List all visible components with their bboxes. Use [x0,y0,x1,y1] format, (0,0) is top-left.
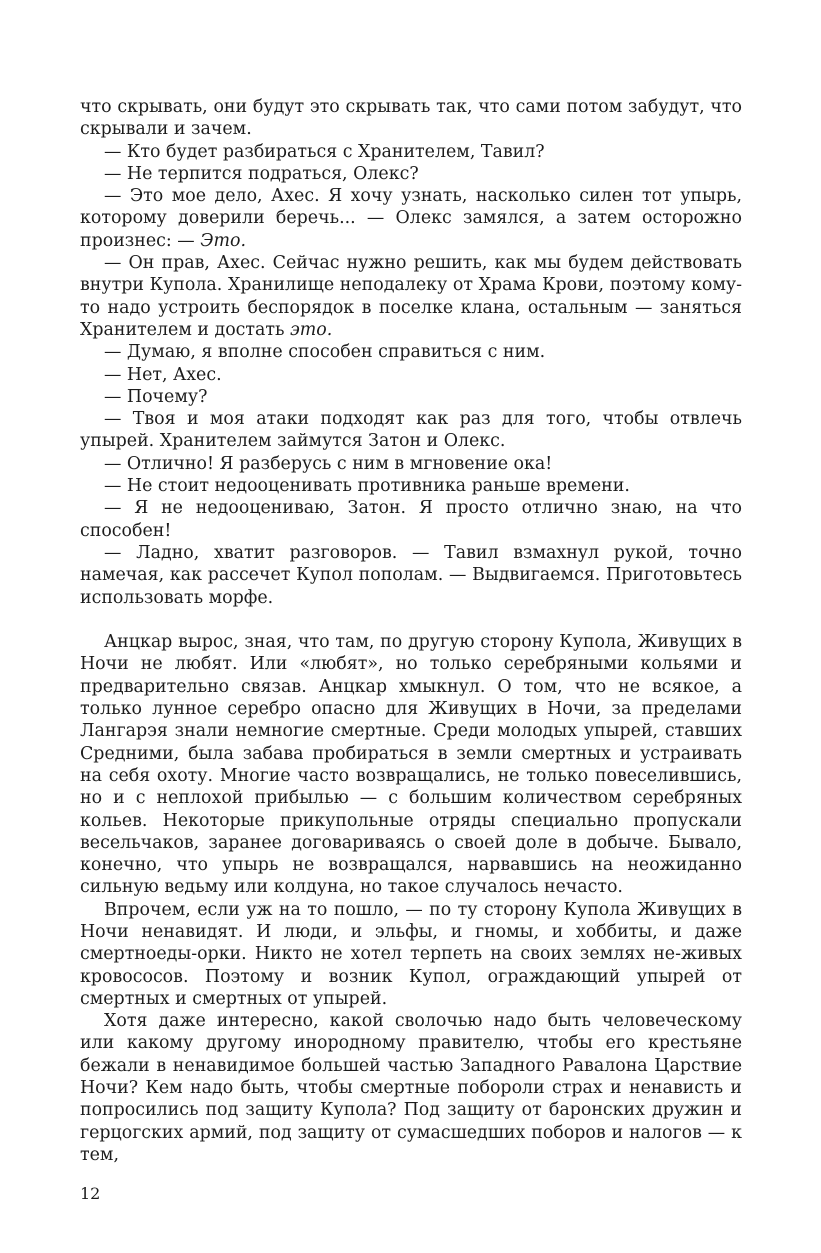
dialogue-line: — Думаю, я вполне способен справиться с ним. [104,342,546,363]
dialogue-text: — Он прав, Ахес. Сейчас нужно решить, как мы будем действовать внутри Купола. Хранилище неподалеку от Храма Крови, поэтому кому-то надо устроить беспорядок в поселке клана, остальным — заняться Хранителем и достать [80,253,742,340]
dialogue-line: — Нет, Ахес. [104,364,222,385]
dialogue-text: — Это мое дело, Ахес. Я хочу узнать, насколько силен тот упырь, которому доверили беречь... — Олекс замялся, а затем осторожно произнес: — [80,186,742,251]
dialogue-line: — Я не недооцениваю, Затон. Я просто отлично знаю, на что способен! [80,498,742,541]
page-body [80,96,742,1166]
paragraph: что скрывать, они будут это скрывать так, что сами потом забудут, что скрывали и зачем. [80,97,742,140]
italic-emphasis: это. [290,319,333,340]
dialogue-line [80,185,742,252]
paragraph: Впрочем, если уж на то пошло, — по ту сторону Купола Живущих в Ночи ненавидят. И люди, и эльфы, и гномы, и хоббиты, и даже смертноеды-орки. Никто не хотел терпеть на своих землях не-живых кровососов. Поэтому и возник Купол, ограждающий упырей от смертных и смертных от упырей. [80,899,742,1009]
dialogue-line: — Не терпится подраться, Олекс? [104,163,419,184]
dialogue-line: — Твоя и моя атаки подходят как раз для того, чтобы отвлечь упырей. Хранителем займутся Затон и Олекс. [80,409,742,452]
paragraph: Хотя даже интересно, какой сволочью надо быть человеческому или какому другому инородному правителю, чтобы его крестьяне бежали в ненавидимое большей частью Западного Равалона Царствие Ночи? Кем надо быть, чтобы смертные побороли страх и ненависть и попросились под защиту Купола? Под защиту от баронских дружин и герцогских армий, под защиту от сумасшедших поборов и налогов — к тем, [80,1011,742,1165]
dialogue-line: — Ладно, хватит разговоров. — Тавил взмахнул рукой, точно намечая, как рассечет Купол пополам. — Выдвигаемся. Приготовьтесь использовать морфе. [80,542,742,608]
page-number: 12 [80,1184,101,1203]
dialogue-line: — Почему? [104,386,208,407]
section-break [80,609,742,631]
italic-emphasis: Это. [200,230,246,251]
dialogue-line: — Кто будет разбираться с Хранителем, Тавил? [104,141,545,162]
dialogue-line: — Не стоит недооценивать противника раньше времени. [104,476,630,497]
paragraph: Анцкар вырос, зная, что там, по другую сторону Купола, Живущих в Ночи не любят. Или «любят», но только серебряными кольями и предварительно связав. Анцкар хмыкнул. О том, что не всякое, а только лунное серебро опасно для Живущих в Ночи, за пределами Лангарэя знали немногие смертные. Среди молодых упырей, ставших Средними, была забава пробираться в земли смертных и устраивать на себя охоту. Многие часто возвращались, не только повеселившись, но и с неплохой прибылью — с большим количеством серебряных кольев. Некоторые прикупольные отряды специально пропускали весельчаков, заранее договариваясь о своей доле в добыче. Бывало, конечно, что упырь не возвращался, нарвавшись на неожиданно сильную ведьму или колдуна, но такое случалось нечасто. [80,632,742,898]
dialogue-line [80,252,742,341]
dialogue-line: — Отлично! Я разберусь с ним в мгновение ока! [104,453,553,474]
